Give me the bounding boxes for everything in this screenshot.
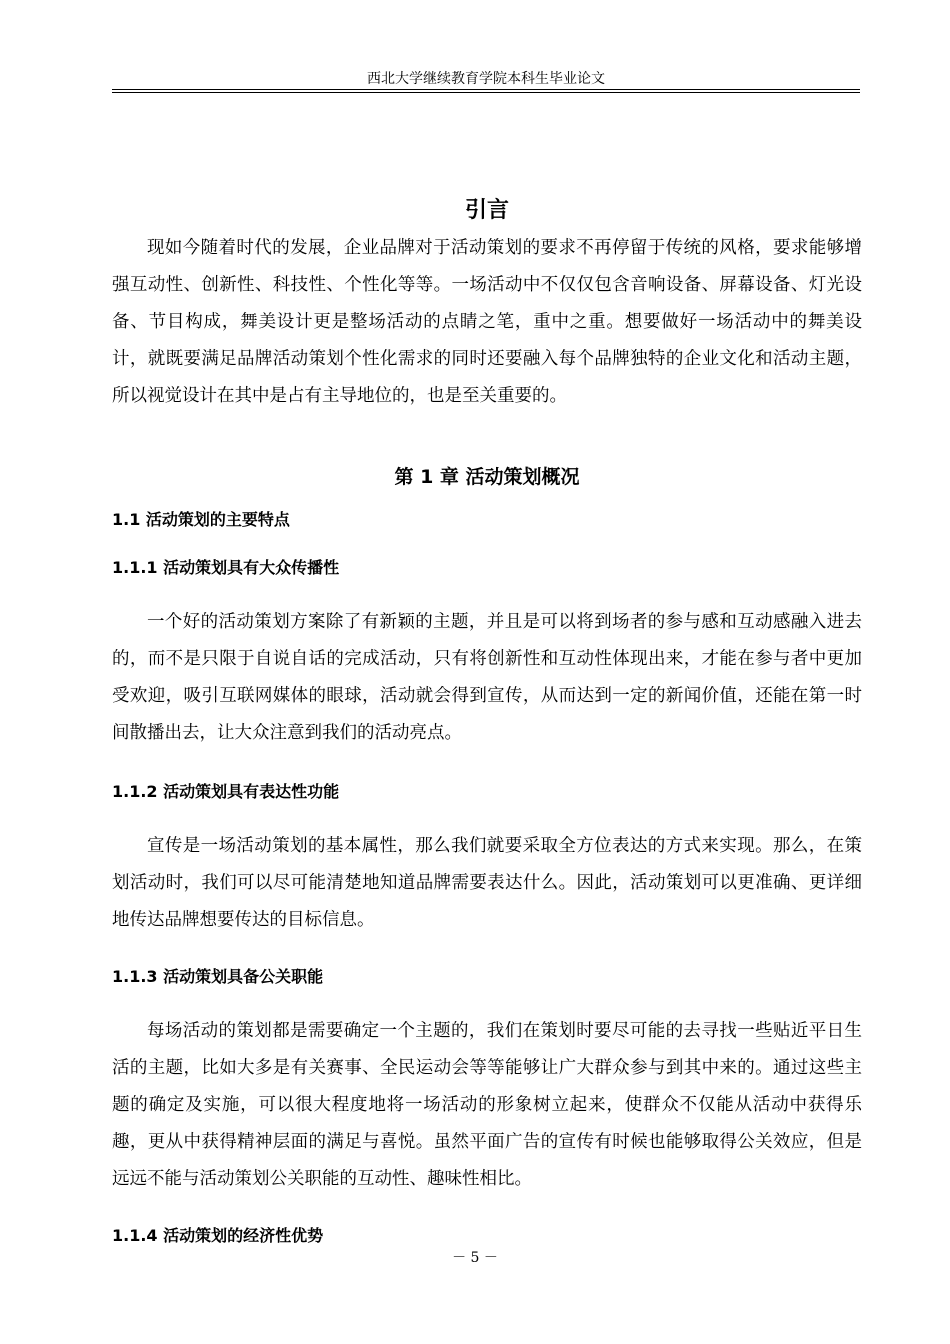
paragraph-1-1-2: 宣传是一场活动策划的基本属性，那么我们就要采取全方位表达的方式来实现。那么，在策划活动时，我们可以尽可能清楚地知道品牌需要表达什么。因此，活动策划可以更准确、更详细地传达品牌想要传达的目标信息。 — [112, 836, 862, 930]
intro-title: 引言 — [464, 198, 509, 223]
paragraph-1-1-3: 每场活动的策划都是需要确定一个主题的，我们在策划时要尽可能的去寻找一些贴近平日生活的主题，比如大多是有关赛事、全民运动会等等能够让广大群众参与到其中来的。通过这些主题的确定及实施，可以很大程度地将一场活动的形象树立起来，使群众不仅能从活动中获得乐趣，更从中获得精神层面的满足与喜悦。虽然平面广告的宣传有时候也能够取得公关效应，但是远远不能与活动策划公关职能的互动性、趣味性相比。 — [112, 1021, 862, 1189]
page-number: － 5 － — [452, 1250, 498, 1266]
section-heading-1-1-3: 1.1.3 活动策划具备公关职能 — [112, 967, 324, 986]
section-heading-1-1-4: 1.1.4 活动策划的经济性优势 — [112, 1226, 324, 1245]
chapter-title: 第 1 章 活动策划概况 — [394, 466, 580, 488]
intro-paragraph: 现如今随着时代的发展，企业品牌对于活动策划的要求不再停留于传统的风格，要求能够增强互动性、创新性、科技性、个性化等等。一场活动中不仅仅包含音响设备、屏幕设备、灯光设备、节目构成，舞美设计更是整场活动的点睛之笔，重中之重。想要做好一场活动中的舞美设计，就既要满足品牌活动策划个性化需求的同时还要融入每个品牌独特的企业文化和活动主题，所以视觉设计在其中是占有主导地位的，也是至关重要的。 — [112, 238, 862, 406]
section-heading-1-1-2: 1.1.2 活动策划具有表达性功能 — [112, 782, 340, 801]
running-header: 西北大学继续教育学院本科生毕业论文 — [367, 71, 605, 87]
section-heading-1-1: 1.1 活动策划的主要特点 — [112, 510, 290, 529]
header-rule — [112, 89, 860, 93]
paragraph-1-1-1: 一个好的活动策划方案除了有新颖的主题，并且是可以将到场者的参与感和互动感融入进去的，而不是只限于自说自话的完成活动，只有将创新性和互动性体现出来，才能在参与者中更加受欢迎，吸引互联网媒体的眼球，活动就会得到宣传，从而达到一定的新闻价值，还能在第一时间散播出去，让大众注意到我们的活动亮点。 — [112, 612, 862, 743]
section-heading-1-1-1: 1.1.1 活动策划具有大众传播性 — [112, 558, 340, 577]
